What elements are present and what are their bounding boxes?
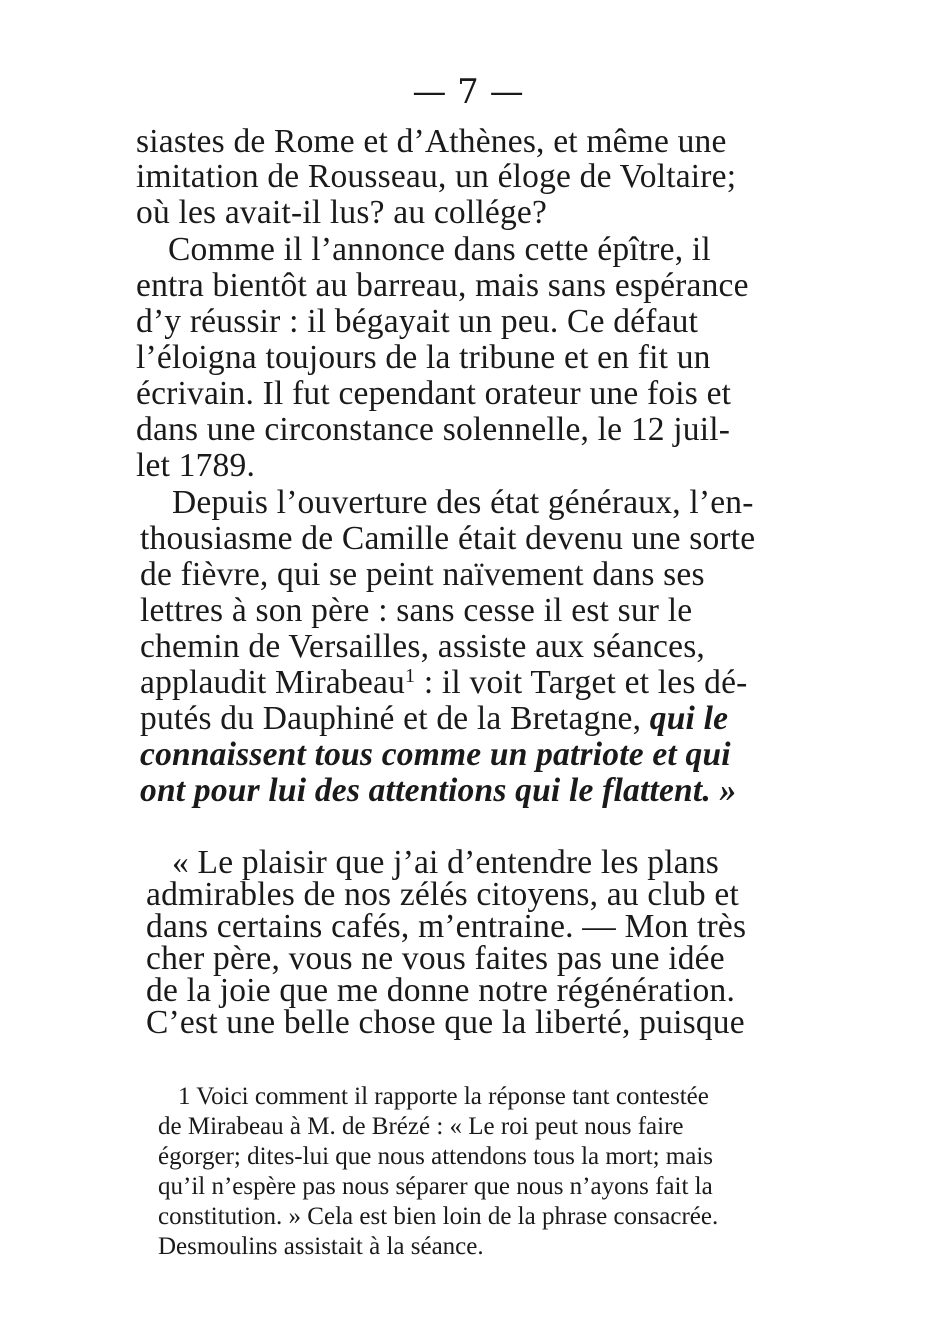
text-line: siastes de Rome et d’Athènes, et même une xyxy=(136,123,727,160)
italic-line: ont pour lui des attentions qui le flattent. » xyxy=(140,772,737,809)
quote-line: de la joie que me donne notre régénération. xyxy=(146,972,736,1009)
text-line: imitation de Rousseau, un éloge de Voltaire; xyxy=(136,158,737,195)
text-line: thousiasme de Camille était devenu une sorte xyxy=(140,520,756,557)
quote-line: « Le plaisir que j’ai d’entendre les plans xyxy=(172,844,720,881)
footnote-line: Desmoulins assistait à la séance. xyxy=(158,1233,484,1260)
text-line: écrivain. Il fut cependant orateur une fois et xyxy=(136,375,732,412)
text-line xyxy=(140,665,748,701)
text-line: dans une circonstance solennelle, le 12 juil- xyxy=(136,411,731,448)
text-line: Depuis l’ouverture des état généraux, l’en- xyxy=(172,484,754,521)
page-number: — 7 — xyxy=(412,72,524,112)
footnote-line: constitution. » Cela est bien loin de la phrase consacrée. xyxy=(158,1203,719,1230)
footnote-line: égorger; dites-lui que nous attendons tous la mort; mais xyxy=(158,1143,714,1170)
text-fragment: Voici comment il rapporte la réponse tant contestée xyxy=(190,1083,709,1110)
quote-line: admirables de nos zélés citoyens, au club et xyxy=(146,876,739,913)
text-fragment: putés du Dauphiné et de la Bretagne, xyxy=(140,700,650,737)
text-line: let 1789. xyxy=(136,447,256,484)
footnote-line: qu’il n’espère pas nous séparer que nous n’ayons fait la xyxy=(158,1173,713,1200)
footnote-marker: 1 xyxy=(178,1083,191,1110)
italic-line: connaissent tous comme un patriote et qui xyxy=(140,736,731,773)
text-line: où les avait-il lus? au collége? xyxy=(136,194,548,231)
text-fragment: : il voit Target et les dé- xyxy=(415,664,748,701)
footnote-line xyxy=(178,1083,709,1111)
text-line: de fièvre, qui se peint naïvement dans ses xyxy=(140,556,705,593)
text-line: lettres à son père : sans cesse il est sur le xyxy=(140,592,693,629)
quote-line: dans certains cafés, m’entraine. — Mon très xyxy=(146,908,747,945)
quote-line: C’est une belle chose que la liberté, puisque xyxy=(146,1004,745,1041)
quote-line: cher père, vous ne vous faites pas une idée xyxy=(146,940,725,977)
text-line xyxy=(140,701,728,737)
text-line: entra bientôt au barreau, mais sans espérance xyxy=(136,267,749,304)
text-line: l’éloigna toujours de la tribune et en fit un xyxy=(136,339,711,376)
footnote-line: de Mirabeau à M. de Brézé : « Le roi peut nous faire xyxy=(158,1113,684,1140)
text-fragment: applaudit Mirabeau xyxy=(140,664,405,701)
text-line: Comme il l’annonce dans cette épître, il xyxy=(168,231,711,268)
italic-fragment: qui le xyxy=(649,700,729,737)
text-line: d’y réussir : il bégayait un peu. Ce défaut xyxy=(136,303,699,340)
footnote-marker: 1 xyxy=(405,664,416,687)
text-line: chemin de Versailles, assiste aux séances, xyxy=(140,628,706,665)
